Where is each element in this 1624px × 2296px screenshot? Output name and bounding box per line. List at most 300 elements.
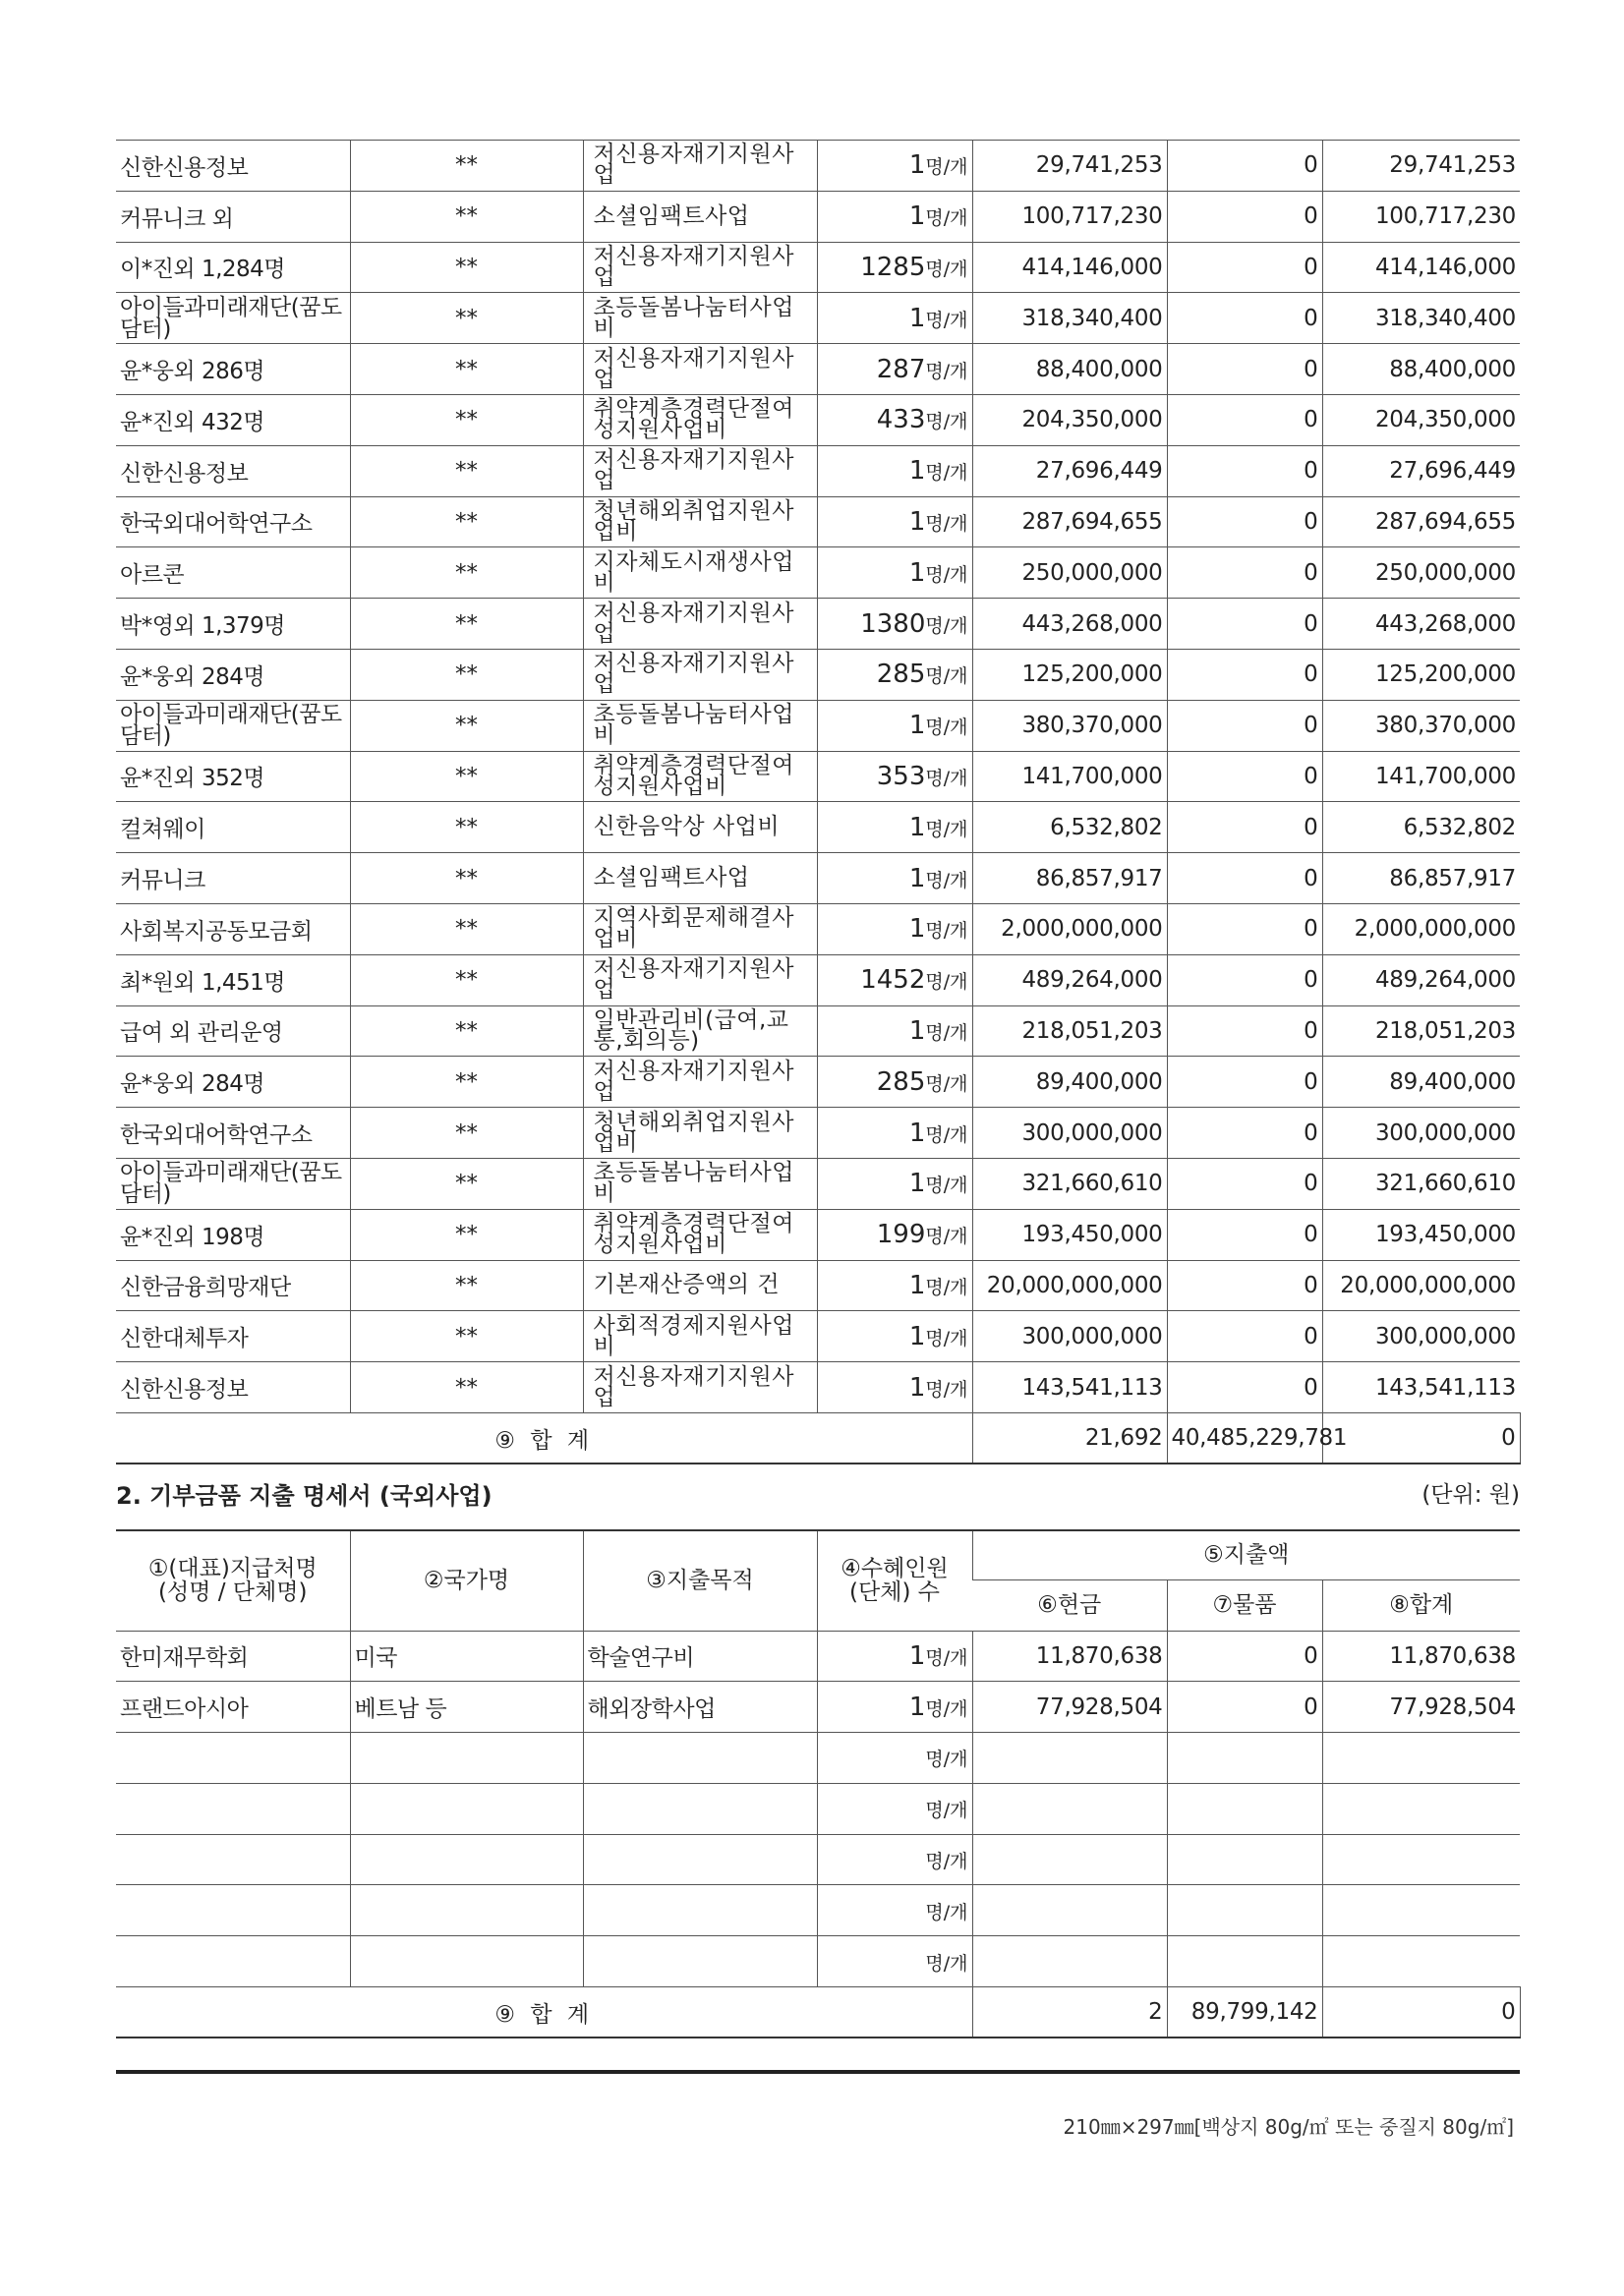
total-amount: 318,340,400 (1322, 293, 1520, 344)
recipient-count-cell (817, 700, 972, 751)
total-amount: 287,694,655 (1322, 496, 1520, 547)
recipient-count-cell (817, 1936, 972, 1987)
table-row (116, 445, 1520, 496)
recipient-count-cell (817, 394, 972, 445)
count-unit: 명/개 (925, 1851, 968, 1873)
total-amount (1322, 1733, 1520, 1784)
goods-amount: 0 (1167, 903, 1322, 954)
purpose: 일반관리비(급여,교통,회의등) (583, 1005, 817, 1057)
purpose: 취약계층경력단절여성지원사업비 (583, 394, 817, 445)
goods-amount: 0 (1167, 954, 1322, 1005)
table-row (116, 547, 1520, 599)
total-amount: 443,268,000 (1322, 599, 1520, 650)
cash-amount: 193,450,000 (972, 1209, 1167, 1260)
recipient-count-cell (817, 141, 972, 192)
goods-amount: 0 (1167, 802, 1322, 853)
recipient-count: 1 (908, 1270, 926, 1300)
total-amount: 300,000,000 (1322, 1311, 1520, 1362)
total-amount: 11,870,638 (1322, 1631, 1520, 1682)
payee-name: 아르콘 (116, 547, 350, 599)
cash-amount: 300,000,000 (972, 1108, 1167, 1159)
masked-id: ** (350, 751, 583, 802)
cash-amount: 204,350,000 (972, 394, 1167, 445)
table-row (116, 802, 1520, 853)
cash-amount: 100,717,230 (972, 191, 1167, 242)
count-unit: 명/개 (925, 614, 968, 637)
table-row (116, 293, 1520, 344)
purpose: 저신용자재기지원사업 (583, 649, 817, 700)
goods-amount: 0 (1167, 599, 1322, 650)
total-label: ⑨ 합 계 (116, 1987, 972, 2038)
count-unit: 명/개 (925, 971, 968, 994)
total-amount: 2,000,000,000 (1322, 903, 1520, 954)
count-unit: 명/개 (925, 258, 968, 280)
payee-name: 커뮤니크 외 (116, 191, 350, 242)
goods-amount: 0 (1167, 242, 1322, 293)
recipient-count: 1 (908, 303, 926, 333)
recipient-count: 285 (876, 1066, 926, 1097)
recipient-count: 1 (908, 506, 926, 537)
unit-label: (단위: 원) (1421, 1482, 1520, 1508)
payee-name: 신한신용정보 (116, 445, 350, 496)
recipient-count-cell (817, 547, 972, 599)
total-goods: 0 (1322, 1987, 1520, 2038)
goods-amount: 0 (1167, 1682, 1322, 1733)
count-unit: 명/개 (925, 1276, 968, 1298)
recipient-count: 1 (908, 1118, 926, 1148)
total-amount (1322, 1936, 1520, 1987)
goods-amount: 0 (1167, 649, 1322, 700)
goods-amount: 0 (1167, 1158, 1322, 1209)
table-row (116, 954, 1520, 1005)
recipient-count-cell (817, 1362, 972, 1413)
table-row (116, 1311, 1520, 1362)
purpose: 저신용자재기지원사업 (583, 242, 817, 293)
domestic-donation-table (116, 140, 1520, 1464)
header-country: ②국가명 (350, 1530, 583, 1631)
recipient-count-cell (817, 1209, 972, 1260)
purpose (583, 1936, 817, 1987)
recipient-count: 1 (908, 201, 926, 232)
count-unit: 명/개 (925, 207, 968, 230)
payee-name: 최*원외 1,451명 (116, 954, 350, 1005)
table-row (116, 1005, 1520, 1057)
recipient-count-cell (817, 293, 972, 344)
count-unit: 명/개 (925, 1175, 968, 1197)
cash-amount: 380,370,000 (972, 700, 1167, 751)
purpose: 기본재산증액의 건 (583, 1260, 817, 1311)
recipient-count-cell (817, 1005, 972, 1057)
goods-amount (1167, 1733, 1322, 1784)
total-amount: 20,000,000,000 (1322, 1260, 1520, 1311)
purpose: 소셜임팩트사업 (583, 191, 817, 242)
masked-id: ** (350, 547, 583, 599)
total-cash: 40,485,229,781 (1167, 1412, 1322, 1464)
cash-amount (972, 1783, 1167, 1834)
recipient-count: 1 (908, 557, 926, 588)
goods-amount (1167, 1885, 1322, 1936)
total-amount: 77,928,504 (1322, 1682, 1520, 1733)
table-row (116, 700, 1520, 751)
recipient-count-cell (817, 1158, 972, 1209)
header-purpose: ③지출목적 (583, 1530, 817, 1631)
masked-id: ** (350, 1057, 583, 1108)
cash-amount (972, 1885, 1167, 1936)
count-unit: 명/개 (925, 869, 968, 891)
total-amount: 86,857,917 (1322, 853, 1520, 904)
payee-name (116, 1936, 350, 1987)
purpose (583, 1834, 817, 1885)
payee-name: 신한신용정보 (116, 141, 350, 192)
count-unit: 명/개 (925, 767, 968, 789)
purpose: 저신용자재기지원사업 (583, 344, 817, 395)
masked-id: ** (350, 242, 583, 293)
total-amount: 489,264,000 (1322, 954, 1520, 1005)
table-row (116, 599, 1520, 650)
total-amount: 204,350,000 (1322, 394, 1520, 445)
country-name (350, 1783, 583, 1834)
goods-amount: 0 (1167, 1631, 1322, 1682)
purpose: 신한음악상 사업비 (583, 802, 817, 853)
purpose: 지역사회문제해결사업비 (583, 903, 817, 954)
table-row (116, 1783, 1520, 1834)
table-row (116, 496, 1520, 547)
header-recipients-line2: (단체) 수 (849, 1579, 940, 1606)
payee-name: 사회복지공동모금회 (116, 903, 350, 954)
cash-amount: 143,541,113 (972, 1362, 1167, 1413)
goods-amount (1167, 1936, 1322, 1987)
count-unit: 명/개 (925, 920, 968, 943)
recipient-count-cell (817, 1834, 972, 1885)
cash-amount: 89,400,000 (972, 1057, 1167, 1108)
cash-amount: 20,000,000,000 (972, 1260, 1167, 1311)
cash-amount (972, 1936, 1167, 1987)
foreign-donation-table (116, 1529, 1520, 2038)
total-amount: 6,532,802 (1322, 802, 1520, 853)
table-row (116, 1733, 1520, 1784)
payee-name (116, 1733, 350, 1784)
total-amount: 143,541,113 (1322, 1362, 1520, 1413)
payee-name: 신한신용정보 (116, 1362, 350, 1413)
table-row (116, 1631, 1520, 1682)
cash-amount: 218,051,203 (972, 1005, 1167, 1057)
goods-amount: 0 (1167, 700, 1322, 751)
table-row (116, 1834, 1520, 1885)
cash-amount: 86,857,917 (972, 853, 1167, 904)
count-unit: 명/개 (925, 1646, 968, 1669)
total-amount (1322, 1834, 1520, 1885)
table-row (116, 1158, 1520, 1209)
purpose (583, 1783, 817, 1834)
cash-amount: 300,000,000 (972, 1311, 1167, 1362)
total-amount: 88,400,000 (1322, 344, 1520, 395)
recipient-count: 1 (908, 1169, 926, 1199)
country-name (350, 1885, 583, 1936)
masked-id: ** (350, 141, 583, 192)
payee-name: 프랜드아시아 (116, 1682, 350, 1733)
purpose (583, 1885, 817, 1936)
total-amount: 250,000,000 (1322, 547, 1520, 599)
masked-id: ** (350, 1362, 583, 1413)
purpose: 저신용자재기지원사업 (583, 954, 817, 1005)
recipient-count: 1 (908, 914, 926, 945)
count-unit: 명/개 (925, 563, 968, 586)
total-amount: 27,696,449 (1322, 445, 1520, 496)
count-unit: 명/개 (925, 1378, 968, 1401)
goods-amount: 0 (1167, 1057, 1322, 1108)
total-label: ⑨ 합 계 (116, 1412, 972, 1464)
country-name: 베트남 등 (350, 1682, 583, 1733)
recipient-count-cell (817, 751, 972, 802)
count-unit: 명/개 (925, 818, 968, 840)
cash-amount: 125,200,000 (972, 649, 1167, 700)
total-amount: 218,051,203 (1322, 1005, 1520, 1057)
purpose: 저신용자재기지원사업 (583, 141, 817, 192)
recipient-count: 1 (908, 1321, 926, 1351)
recipient-count: 199 (876, 1220, 926, 1250)
purpose: 취약계층경력단절여성지원사업비 (583, 1209, 817, 1260)
table-row (116, 1108, 1520, 1159)
payee-name: 아이들과미래재단(꿈도담터) (116, 700, 350, 751)
payee-name (116, 1834, 350, 1885)
masked-id: ** (350, 1209, 583, 1260)
payee-name: 신한대체투자 (116, 1311, 350, 1362)
total-amount: 380,370,000 (1322, 700, 1520, 751)
cash-amount: 88,400,000 (972, 344, 1167, 395)
count-unit: 명/개 (925, 717, 968, 739)
total-amount: 193,450,000 (1322, 1209, 1520, 1260)
payee-name (116, 1885, 350, 1936)
goods-amount (1167, 1783, 1322, 1834)
table-row (116, 191, 1520, 242)
goods-amount: 0 (1167, 293, 1322, 344)
header-payee-line2: (성명 / 단체명) (158, 1579, 308, 1606)
masked-id: ** (350, 649, 583, 700)
purpose: 초등돌봄나눔터사업비 (583, 700, 817, 751)
table-row (116, 1885, 1520, 1936)
purpose: 해외장학사업 (583, 1682, 817, 1733)
total-amount: 141,700,000 (1322, 751, 1520, 802)
masked-id: ** (350, 191, 583, 242)
recipient-count: 1285 (860, 252, 926, 282)
payee-name: 윤*진외 198명 (116, 1209, 350, 1260)
header-recipients (817, 1530, 972, 1631)
count-unit: 명/개 (925, 512, 968, 535)
recipient-count-cell (817, 954, 972, 1005)
recipient-count-cell (817, 445, 972, 496)
recipient-count: 1452 (860, 965, 926, 996)
cash-amount: 77,928,504 (972, 1682, 1167, 1733)
recipient-count-cell (817, 1885, 972, 1936)
purpose (583, 1733, 817, 1784)
goods-amount: 0 (1167, 496, 1322, 547)
payee-name: 이*진외 1,284명 (116, 242, 350, 293)
masked-id: ** (350, 599, 583, 650)
count-unit: 명/개 (925, 1021, 968, 1044)
total-count: 21,692 (972, 1412, 1167, 1464)
cash-amount: 29,741,253 (972, 141, 1167, 192)
recipient-count-cell (817, 1260, 972, 1311)
total-amount: 125,200,000 (1322, 649, 1520, 700)
recipient-count-cell (817, 1631, 972, 1682)
goods-amount: 0 (1167, 1260, 1322, 1311)
table-row (116, 1682, 1520, 1733)
purpose: 지자체도시재생사업비 (583, 547, 817, 599)
paper-spec-footer: 210㎜×297㎜[백상지 80g/㎡ 또는 중질지 80g/㎡] (1063, 2115, 1514, 2139)
recipient-count-cell (817, 242, 972, 293)
purpose: 학술연구비 (583, 1631, 817, 1682)
payee-name: 한국외대어학연구소 (116, 496, 350, 547)
count-unit: 명/개 (925, 1901, 968, 1923)
header-payee-line1: ①(대표)지급처명 (147, 1556, 318, 1582)
masked-id: ** (350, 1108, 583, 1159)
table-row (116, 1260, 1520, 1311)
table-row (116, 903, 1520, 954)
recipient-count: 1 (908, 150, 926, 181)
payee-name: 윤*웅외 284명 (116, 649, 350, 700)
cash-amount: 2,000,000,000 (972, 903, 1167, 954)
goods-amount: 0 (1167, 1362, 1322, 1413)
header-total: ⑧합계 (1322, 1579, 1520, 1631)
count-unit: 명/개 (925, 1749, 968, 1771)
count-unit: 명/개 (925, 1800, 968, 1822)
total-amount (1322, 1783, 1520, 1834)
table-row (116, 649, 1520, 700)
cash-amount: 489,264,000 (972, 954, 1167, 1005)
recipient-count: 1 (908, 1015, 926, 1046)
table-row (116, 1057, 1520, 1108)
recipient-count-cell (817, 191, 972, 242)
total-count: 2 (972, 1987, 1167, 2038)
masked-id: ** (350, 954, 583, 1005)
cash-amount: 443,268,000 (972, 599, 1167, 650)
cash-amount: 27,696,449 (972, 445, 1167, 496)
count-unit: 명/개 (925, 1123, 968, 1146)
country-name (350, 1733, 583, 1784)
purpose: 저신용자재기지원사업 (583, 445, 817, 496)
recipient-count-cell (817, 1682, 972, 1733)
count-unit: 명/개 (925, 665, 968, 688)
masked-id: ** (350, 700, 583, 751)
recipient-count: 1 (908, 456, 926, 487)
cash-amount: 414,146,000 (972, 242, 1167, 293)
goods-amount: 0 (1167, 853, 1322, 904)
recipient-count-cell (817, 496, 972, 547)
goods-amount: 0 (1167, 751, 1322, 802)
payee-name: 신한금융희망재단 (116, 1260, 350, 1311)
total-row (116, 1412, 1520, 1464)
cash-amount: 11,870,638 (972, 1631, 1167, 1682)
cash-amount: 250,000,000 (972, 547, 1167, 599)
masked-id: ** (350, 1005, 583, 1057)
goods-amount: 0 (1167, 547, 1322, 599)
goods-amount: 0 (1167, 1108, 1322, 1159)
total-amount: 300,000,000 (1322, 1108, 1520, 1159)
recipient-count: 1 (908, 863, 926, 893)
total-amount: 89,400,000 (1322, 1057, 1520, 1108)
section-title: 2. 기부금품 지출 명세서 (국외사업) (116, 1482, 493, 1510)
masked-id: ** (350, 293, 583, 344)
recipient-count: 1 (908, 1692, 926, 1722)
count-unit: 명/개 (925, 360, 968, 382)
recipient-count: 433 (876, 405, 926, 435)
masked-id: ** (350, 802, 583, 853)
total-amount: 414,146,000 (1322, 242, 1520, 293)
recipient-count: 353 (876, 761, 926, 791)
masked-id: ** (350, 344, 583, 395)
recipient-count-cell (817, 853, 972, 904)
cash-amount: 141,700,000 (972, 751, 1167, 802)
payee-name: 아이들과미래재단(꿈도담터) (116, 1158, 350, 1209)
table-row (116, 344, 1520, 395)
cash-amount: 287,694,655 (972, 496, 1167, 547)
recipient-count-cell (817, 1783, 972, 1834)
count-unit: 명/개 (925, 462, 968, 485)
payee-name (116, 1783, 350, 1834)
recipient-count: 285 (876, 660, 926, 690)
masked-id: ** (350, 445, 583, 496)
purpose: 청년해외취업지원사업비 (583, 1108, 817, 1159)
cash-amount: 318,340,400 (972, 293, 1167, 344)
recipient-count-cell (817, 1733, 972, 1784)
table-row (116, 141, 1520, 192)
header-expense: ⑤지출액 (972, 1530, 1520, 1579)
masked-id: ** (350, 394, 583, 445)
count-unit: 명/개 (925, 1952, 968, 1975)
count-unit: 명/개 (925, 1072, 968, 1095)
count-unit: 명/개 (925, 309, 968, 331)
table-row (116, 394, 1520, 445)
count-unit: 명/개 (925, 1226, 968, 1248)
recipient-count: 1 (908, 1640, 926, 1671)
payee-name: 한미재무학회 (116, 1631, 350, 1682)
purpose: 저신용자재기지원사업 (583, 1057, 817, 1108)
recipient-count: 1380 (860, 608, 926, 639)
table-row (116, 242, 1520, 293)
total-cash: 89,799,142 (1167, 1987, 1322, 2038)
masked-id: ** (350, 496, 583, 547)
payee-name: 급여 외 관리운영 (116, 1005, 350, 1057)
masked-id: ** (350, 1158, 583, 1209)
count-unit: 명/개 (925, 1697, 968, 1720)
recipient-count-cell (817, 1057, 972, 1108)
header-cash: ⑥현금 (972, 1579, 1167, 1631)
table-row (116, 751, 1520, 802)
purpose: 초등돌봄나눔터사업비 (583, 293, 817, 344)
masked-id: ** (350, 1260, 583, 1311)
recipient-count-cell (817, 649, 972, 700)
purpose: 청년해외취업지원사업비 (583, 496, 817, 547)
masked-id: ** (350, 903, 583, 954)
country-name: 미국 (350, 1631, 583, 1682)
purpose: 사회적경제지원사업비 (583, 1311, 817, 1362)
masked-id: ** (350, 853, 583, 904)
payee-name: 아이들과미래재단(꿈도담터) (116, 293, 350, 344)
count-unit: 명/개 (925, 156, 968, 179)
purpose: 초등돌봄나눔터사업비 (583, 1158, 817, 1209)
table-row (116, 1362, 1520, 1413)
goods-amount: 0 (1167, 141, 1322, 192)
payee-name: 윤*진외 432명 (116, 394, 350, 445)
table-row (116, 1936, 1520, 1987)
masked-id: ** (350, 1311, 583, 1362)
cash-amount: 321,660,610 (972, 1158, 1167, 1209)
payee-name: 윤*웅외 284명 (116, 1057, 350, 1108)
total-row (116, 1987, 1520, 2038)
recipient-count: 287 (876, 354, 926, 384)
purpose: 저신용자재기지원사업 (583, 1362, 817, 1413)
recipient-count-cell (817, 344, 972, 395)
